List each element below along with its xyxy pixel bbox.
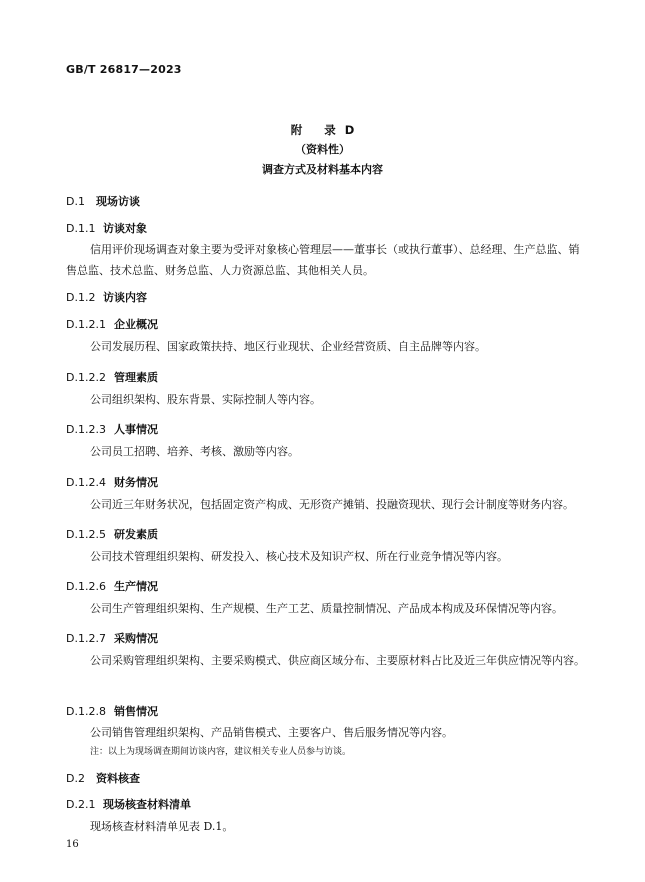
- heading-title: 资料核查: [96, 772, 140, 785]
- heading-d1-2: [66, 289, 147, 305]
- heading-d1-2-4: [66, 474, 158, 490]
- heading-title: 销售情况: [114, 705, 158, 718]
- heading-title: 管理素质: [114, 371, 158, 384]
- heading-title: 现场核查材料清单: [103, 798, 191, 811]
- heading-title: 研发素质: [114, 528, 158, 541]
- appendix-title: [0, 122, 645, 138]
- heading-number: D.2: [66, 772, 85, 785]
- heading-number: D.1.2.4: [66, 476, 106, 489]
- heading-d1-2-1: [66, 316, 158, 332]
- heading-title: 访谈内容: [103, 291, 147, 304]
- note: 注：以上为现场调查期间访谈内容，建议相关专业人员参与访谈。: [90, 747, 352, 757]
- heading-d1-2-2: [66, 369, 158, 385]
- paragraph-d1-2-2: 公司组织架构、股东背景、实际控制人等内容。: [90, 393, 321, 406]
- heading-title: 企业概况: [114, 318, 158, 331]
- appendix-name: 调查方式及材料基本内容: [262, 163, 383, 176]
- heading-d1-2-6: [66, 578, 158, 594]
- heading-title: 访谈对象: [103, 222, 147, 235]
- paragraph-d1-2-4: 公司近三年财务状况，包括固定资产构成、无形资产摊销、投融资现状、现行会计制度等财务内容。: [90, 498, 574, 511]
- heading-number: D.1.2.7: [66, 632, 106, 645]
- heading-d1-2-8: [66, 703, 158, 719]
- heading-title: 生产情况: [114, 580, 158, 593]
- standard-code: GB/T 26817—2023: [66, 63, 182, 76]
- paragraph-d1-2-8: 公司销售管理组织架构、产品销售模式、主要客户、售后服务情况等内容。: [90, 726, 453, 739]
- heading-number: D.2.1: [66, 798, 96, 811]
- heading-title: 财务情况: [114, 476, 158, 489]
- heading-title: 人事情况: [114, 423, 158, 436]
- paragraph-d1-2-7: 公司采购管理组织架构、主要采购模式、供应商区域分布、主要原材料占比及近三年供应情况等内容。: [90, 654, 585, 667]
- heading-number: D.1.2.5: [66, 528, 106, 541]
- heading-d1: [66, 193, 140, 209]
- heading-number: D.1.2.6: [66, 580, 106, 593]
- heading-d1-2-3: [66, 421, 158, 437]
- heading-number: D.1.1: [66, 222, 96, 235]
- paragraph-d1-1: 信用评价现场调查对象主要为受评对象核心管理层——董事长（或执行董事）、总经理、生产总监、销售总监、技术总监、财务总监、人力资源总监、其他相关人员。: [66, 243, 580, 277]
- heading-d1-1: [66, 220, 147, 236]
- appendix-nature: （资料性）: [295, 143, 350, 156]
- heading-title: 现场访谈: [96, 195, 140, 208]
- heading-number: D.1: [66, 195, 85, 208]
- paragraph-d1-2-3: 公司员工招聘、培养、考核、激励等内容。: [90, 445, 299, 458]
- paragraph-d1-2-5: 公司技术管理组织架构、研发投入、核心技术及知识产权、所在行业竞争情况等内容。: [90, 550, 508, 563]
- heading-d2-1: [66, 796, 191, 812]
- heading-d1-2-5: [66, 526, 158, 542]
- heading-number: D.1.2.1: [66, 318, 106, 331]
- paragraph-d2-1: 现场核查材料清单见表 D.1。: [90, 820, 234, 833]
- heading-number: D.1.2.3: [66, 423, 106, 436]
- heading-d2: [66, 770, 140, 786]
- appendix-letter: D: [344, 123, 355, 137]
- page-number: 16: [66, 839, 79, 850]
- paragraph-d1-2-6: 公司生产管理组织架构、生产规模、生产工艺、质量控制情况、产品成本构成及环保情况等内容。: [90, 602, 563, 615]
- heading-number: D.1.2: [66, 291, 96, 304]
- appendix-title-prefix: 附 录: [290, 123, 345, 137]
- heading-number: D.1.2.2: [66, 371, 106, 384]
- paragraph-d1-2-1: 公司发展历程、国家政策扶持、地区行业现状、企业经营资质、自主品牌等内容。: [90, 340, 486, 353]
- heading-d1-2-7: [66, 630, 158, 646]
- heading-title: 采购情况: [114, 632, 158, 645]
- heading-number: D.1.2.8: [66, 705, 106, 718]
